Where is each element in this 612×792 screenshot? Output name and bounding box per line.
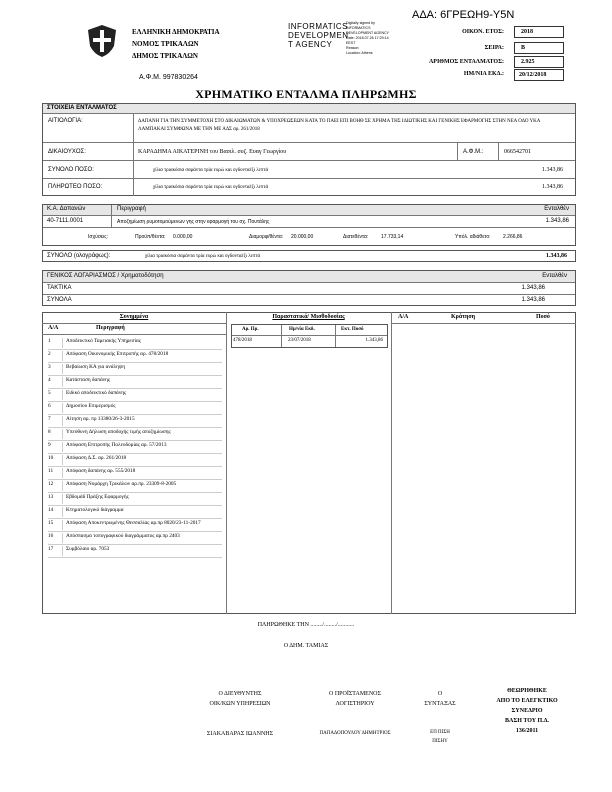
signature-name: ΠΑΠΑΔΟΠΟΥΛΟΥ ΔΗΜΗΤΡΙΟΣ [319, 731, 391, 736]
beneficiary-afm-value: 066542701 [504, 149, 531, 155]
total-words-label: ΣΥΝΟΛΟ (ολογράφως): [47, 253, 111, 259]
col-expense-amount: Ενταλθέν [544, 206, 569, 212]
attachment-number: 7 [48, 416, 63, 426]
total-words-row [42, 250, 576, 262]
beneficiary-value: ΚΑΡΑΔΗΜΑ ΑΙΚΑΤΕΡΙΝΗ του Βασιλ. συζ. Ευαγ Γεωργίου [138, 149, 287, 155]
attachments-list [48, 337, 222, 558]
general-account-row-value: 1.343,86 [521, 297, 545, 303]
attachment-desc: Δημοσίου Επιμερισμός [66, 403, 116, 409]
expense-amount: 1.343,86 [545, 218, 569, 224]
sig-line: DEVELOPMENT AGENCY [346, 31, 390, 35]
ada-code: ΑΔΑ: 6ΓΡΕΩΗ9-Υ5Ν [412, 9, 515, 21]
attachment-row [48, 415, 222, 428]
org-line: ΔΗΜΟΣ ΤΡΙΚΑΛΩΝ [132, 52, 198, 60]
total-amount-words: χίλια τριακόσια σαράντα τρία ευρώ και ογδονταέξι λεπτά [153, 168, 269, 173]
attachment-number: 15 [48, 520, 63, 530]
payable-amount-value: 1.343,86 [542, 184, 563, 190]
attachment-desc: Συμβόλαιο αρ. 7053 [66, 546, 110, 552]
payments-heading: Παραστατικά/ Μισθοδοσίας [272, 314, 345, 320]
budget-label: Διατεθέντα: [343, 234, 369, 240]
attachment-desc: Κατάσταση δαπάνης [66, 377, 110, 383]
agency-name [288, 22, 349, 49]
general-account-section [42, 270, 576, 306]
attachment-desc: Απόφαση Οικονομικής Επιτροπής αρ. 478/2018 [66, 351, 169, 357]
payments-table [231, 324, 388, 348]
payment-no: 478/2018 [233, 338, 252, 343]
issuer-afm: Α.Φ.Μ. 997830264 [139, 74, 198, 81]
warrant-details-section [42, 103, 576, 196]
meta-value-number: 2.925 [514, 56, 564, 68]
section-heading: ΣΤΟΙΧΕΙΑ ΕΝΤΑΛΜΑΤΟΣ [43, 104, 575, 114]
attachment-row [48, 363, 222, 376]
attachment-row [48, 389, 222, 402]
signature-title-line: ΛΟΓΙΣΤΗΡΙΟΥ [335, 701, 375, 707]
attachment-number: 17 [48, 546, 63, 556]
org-line: ΕΛΛΗΝΙΚΗ ΔΗΜΟΚΡΑΤΙΑ [132, 28, 220, 36]
signature-title-line: Ο ΠΡΟΪΣΤΑΜΕΝΟΣ [328, 691, 381, 697]
attachment-row [48, 454, 222, 467]
signature-title-line: ΟΙΚ/ΚΩΝ ΥΠΗΡΕΣΙΩΝ [209, 701, 271, 707]
general-account-header [43, 271, 575, 283]
general-account-row-label: ΣΥΝΟΛΑ [47, 297, 72, 303]
payable-amount-words: χίλια τριακόσια σαράντα τρία ευρώ και ογδονταέξι λεπτά [153, 185, 269, 190]
attachment-desc: Υπεύθυνη Δήλωση αποδοχής τιμής αποζημίωσης [66, 429, 171, 435]
audit-line: ΒΑΣΗ ΤΟΥ Π.Δ. [505, 718, 549, 724]
attachment-desc: Κτηματολογικό διάγραμμα [66, 507, 124, 513]
signature-name: ΠΙΣΗΥ [432, 739, 448, 744]
meta-block [390, 26, 570, 82]
expense-codes-section [42, 204, 576, 246]
attachment-row [48, 350, 222, 363]
cashier-title: Ο ΔΗΜ. ΤΑΜΙΑΣ [283, 643, 329, 649]
total-amount-value: 1.343,86 [542, 167, 563, 173]
audit-line: ΑΠΟ ΤΟ ΕΛΕΓΚΤΙΚΟ [496, 698, 558, 704]
total-amount-label: ΣΥΝΟΛΟ ΠΟΣΟ: [48, 167, 94, 173]
attachment-desc: Εβδομάδ Πράξης Εφαρμογής [66, 494, 129, 500]
budget-value: 17.733,14 [381, 234, 404, 240]
general-account-row-value: 1.343,86 [521, 285, 545, 291]
general-account-col-amount: Ενταλθέν [542, 273, 567, 279]
attachment-desc: Ειδικό αποδεικτικό δαπάνης [66, 390, 127, 396]
attachment-number: 5 [48, 390, 63, 400]
beneficiary-afm-label: Α.Φ.Μ.: [463, 149, 484, 155]
attachment-number: 11 [48, 468, 63, 478]
org-block [132, 26, 220, 62]
audit-court-stamp [472, 686, 582, 736]
digital-signature-text [346, 21, 389, 56]
meta-label-number: ΑΡΙΘΜΟΣ ΕΝΤΑΛΜΑΤΟΣ: [428, 59, 504, 65]
attachment-row [48, 402, 222, 415]
signature-title-line: ΣΥΝΤΑΞΑΣ [424, 701, 456, 707]
holds-col-amount: Ποσό [536, 314, 550, 320]
attachment-row [48, 337, 222, 350]
budget-value: 2.266,86 [503, 234, 523, 240]
meta-label-year: ΟΙΚΟΝ. ΕΤΟΣ: [462, 29, 504, 35]
audit-line: ΘΕΩΡΗΘΗΚΕ [507, 688, 547, 694]
reason-text: ΔΑΠΑΝΗ ΓΙΑ ΤΗΝ ΣΥΜΜΕΤΟΧΗ ΣΤΟ ΔΙΚΑΙΩΜΑΤΩΝ & ΥΠΟΧΡΕΩΣΕΩΝ ΚΑΤΑ ΤΟ ΠΑΕΙ ΕΠΙ ΒΟΗΘ ΣΕ ΧΡΗΜΑ ΤΗΣ ΙΔΙΩΤΙΚΗΣ ΚΑΙ ΓΕΝΙΚΗΣ ΕΦΑΡΜΟΓΗΣ ΣΤΗΝ ΝΕΑ ΟΔΟ ΥΚΑ ΛΑΜΠΑΚΑΙ ΣΥΜΦΩΝΑ ΜΕ ΤΗΝ ΜΕ ΑΔΣ αρ. 261/2018 [138, 119, 541, 132]
attachment-desc: Απόφαση Επιτροπής Πολεοδομίας αρ. 57/2013 [66, 442, 167, 448]
budget-value: 20.000,00 [291, 234, 314, 240]
attachment-row [48, 519, 222, 532]
meta-label-date: ΗΜ/ΝΙΑ ΕΚΔ.: [463, 71, 504, 77]
attachment-desc: Απόφαση δαπάνης αρ. 555/2018 [66, 468, 136, 474]
col-expense-code: Κ.Α. Δαπανών [47, 206, 86, 212]
signature-composer [410, 689, 470, 746]
attachment-number: 6 [48, 403, 63, 413]
attachments-col-desc: Περιγραφή [96, 325, 125, 331]
attachments-col-aa: Α/Α [48, 325, 59, 331]
general-account-row-label: ΤΑΚΤΙΚΑ [47, 285, 72, 291]
payment-amount: 1.343,86 [365, 338, 383, 343]
reason-label: ΑΙΤΙΟΛΟΓΙΑ: [48, 118, 83, 124]
general-account-heading: ΓΕΝΙΚΟΣ ΛΟΓΑΡΙΑΣΜΟΣ / Χρηματοδότηση [47, 273, 164, 279]
attachment-number: 16 [48, 533, 63, 543]
signature-name: ΕΠ ΠΙΣΗ [430, 730, 450, 735]
attachment-number: 1 [48, 338, 63, 348]
attachment-row [48, 467, 222, 480]
meta-value-series: Β [514, 42, 564, 54]
attachment-number: 9 [48, 442, 63, 452]
expense-header-row [43, 205, 575, 216]
agency-line: DEVELOPMEN [288, 31, 349, 40]
budget-label: Διαμορφ/θέντα: [249, 234, 284, 240]
attachment-row [48, 545, 222, 558]
meta-value-date: 20/12/2018 [514, 69, 564, 81]
page-title: ΧΡΗΜΑΤΙΚΟ ΕΝΤΑΛΜΑ ΠΛΗΡΩΜΗΣ [195, 87, 417, 101]
attachment-desc: Απόσπασμα τοπογραφικού διαγράμματος αρ.πρ 2403 [66, 533, 180, 539]
payment-date: 23/07/2018 [288, 338, 311, 343]
attachment-desc: Απόφαση Αποκεντρωμένης Θεσσαλίας αρ.πρ 8020/23-11-2017 [66, 520, 201, 526]
attachment-number: 2 [48, 351, 63, 361]
col-expense-desc: Περιγραφή [117, 206, 146, 212]
payments-col-amount: Εκτ. Ποσό [341, 327, 364, 332]
attachment-number: 14 [48, 507, 63, 517]
signature-accounting-head [295, 689, 415, 739]
budget-label: Υπόλ. αδιάθετο: [455, 234, 491, 240]
holds-col-desc: Κράτηση [451, 314, 476, 320]
attachment-number: 8 [48, 429, 63, 439]
total-words-text: χίλια τριακόσια σαράντα τρία ευρώ και ογδονταέξι λεπτά [145, 254, 261, 259]
attachment-number: 12 [48, 481, 63, 491]
audit-line: ΣΥΝΕΔΡΙΟ [511, 708, 543, 714]
signature-title-line: Ο [437, 691, 443, 697]
attachments-heading: Συνημμένα [119, 314, 149, 320]
payments-col-no: Αρ. Πρ. [242, 327, 259, 332]
sig-line: Date: 2018.07.26 17:29:14 [346, 36, 389, 40]
payments-col-date: Ημ/νία Εκδ. [289, 327, 315, 332]
attachment-number: 10 [48, 455, 63, 465]
attachment-desc: Αποδεικτικό Ταμειακής Υπηρεσίας [66, 338, 141, 344]
attachment-row [48, 428, 222, 441]
audit-line: 136/2011 [515, 728, 539, 734]
attachment-number: 3 [48, 364, 63, 374]
attachment-row [48, 506, 222, 519]
sig-line: Location: Athens [346, 51, 373, 55]
attachment-row [48, 480, 222, 493]
beneficiary-label: ΔΙΚΑΙΟΥΧΟΣ: [48, 149, 86, 155]
total-words-value: 1.343,86 [546, 253, 567, 259]
budget-label: Ισχύσεις: [88, 234, 109, 240]
attachment-row [48, 441, 222, 454]
signature-director [180, 689, 300, 739]
meta-value-year: 2018 [514, 26, 564, 38]
attachment-row [48, 376, 222, 389]
holds-col-aa: Α/Α [398, 314, 409, 320]
org-line: ΝΟΜΟΣ ΤΡΙΚΑΛΩΝ [132, 40, 199, 48]
attachment-desc: Απόφαση Νομάρχη Τρικάλων αρ.πρ. 23309-8-2005 [66, 481, 177, 487]
agency-line: INFORMATICS [288, 22, 349, 31]
expense-desc: Αποζημίωση ρυμοτομούμενων γης στην εφαρμογή του σχ. Πουτάλης [117, 219, 270, 225]
coat-of-arms-icon [86, 24, 118, 58]
attachment-desc: Απόφαση Δ.Σ. αρ. 261/2018 [66, 455, 127, 461]
signature-title-line: Ο ΔΙΕΥΘΥΝΤΗΣ [218, 691, 262, 697]
attachment-desc: Βεβαίωση ΚΑ για ανάληψη [66, 364, 125, 370]
budget-value: 0.000,00 [173, 234, 193, 240]
attachment-desc: Αίτηση αρ. πρ 13380/26-3-2015 [66, 416, 135, 422]
sig-line: INFORMATICS [346, 26, 371, 30]
sig-line: EEST [346, 41, 356, 45]
paid-on-line: ΠΛΗΡΩΘΗΚΕ ΤΗΝ ......../......../........... [257, 622, 355, 628]
payable-amount-label: ΠΛΗΡΩΤΕΟ ΠΟΣΟ: [48, 184, 103, 190]
attachment-number: 4 [48, 377, 63, 387]
sig-line: Reason: [346, 46, 360, 50]
attachment-row [48, 493, 222, 506]
sig-line: Digitally signed by [346, 21, 375, 25]
meta-label-series: ΣΕΙΡΑ: [484, 45, 504, 51]
expense-code: 40-7111.0001 [47, 218, 84, 224]
attachment-row [48, 532, 222, 545]
agency-line: T AGENCY [288, 40, 333, 49]
budget-label: Προϋπ/θέντα: [135, 234, 166, 240]
attachment-number: 13 [48, 494, 63, 504]
signature-name: ΣΙΑΚΑΒΑΡΑΣ ΙΩΑΝΝΗΣ [206, 731, 274, 737]
